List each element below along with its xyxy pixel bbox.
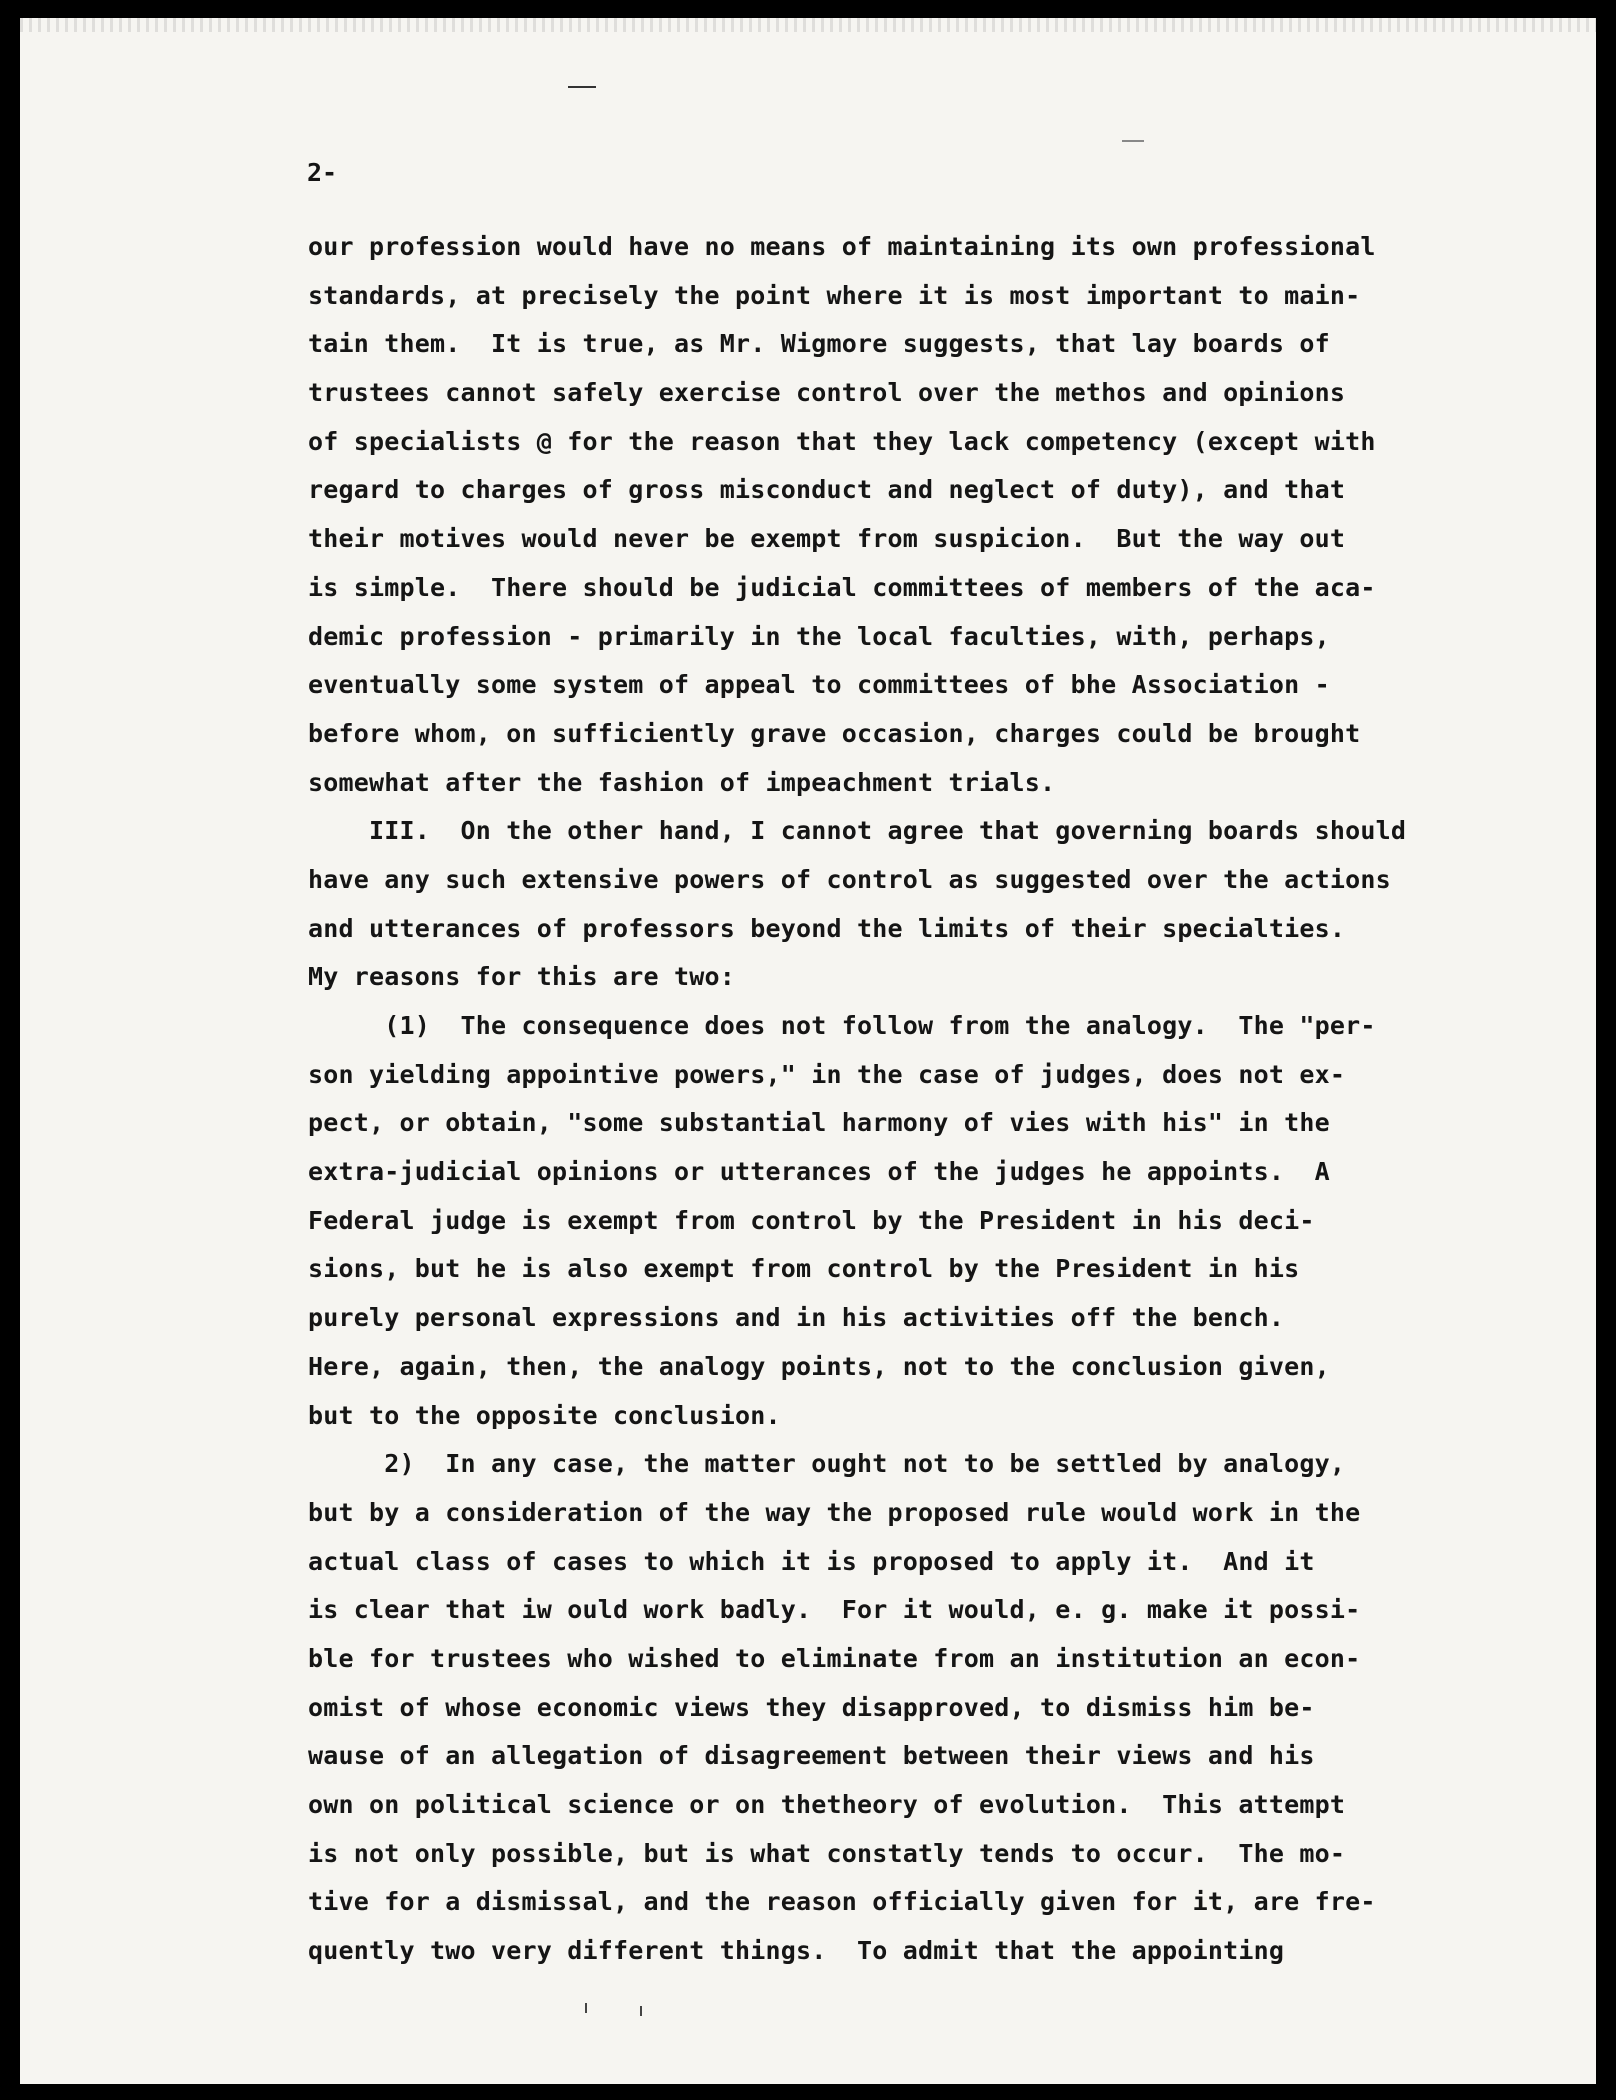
text-line: trustees cannot safely exercise control over the methos and opinions <box>308 378 1346 408</box>
text-line: My reasons for this are two: <box>308 962 736 992</box>
body-text <box>308 223 1406 1976</box>
scan-mark <box>585 2003 587 2013</box>
text-line: is not only possible, but is what constatly tends to occur. The mo- <box>308 1838 1346 1868</box>
text-line: standards, at precisely the point where it is most important to main- <box>308 280 1361 310</box>
text-line: is clear that iw ould work badly. For it would, e. g. make it possi- <box>308 1595 1361 1625</box>
scan-mark <box>640 2006 642 2016</box>
text-line: ble for trustees who wished to eliminate from an institution an econ- <box>308 1643 1361 1673</box>
text-line: regard to charges of gross misconduct and neglect of duty), and that <box>308 475 1346 505</box>
text-line: (1) The consequence does not follow from the analogy. The "per- <box>308 1011 1376 1040</box>
text-line: purely personal expressions and in his activities off the bench. <box>308 1303 1285 1333</box>
text-line: is simple. There should be judicial committees of members of the aca- <box>308 572 1376 602</box>
text-line: demic profession - primarily in the local faculties, with, perhaps, <box>308 621 1330 651</box>
document-page <box>20 18 1596 2084</box>
text-line: sions, but he is also exempt from control by the President in his <box>308 1254 1300 1284</box>
scan-noise <box>20 18 1596 32</box>
scan-mark <box>568 86 596 88</box>
text-line: of specialists @ for the reason that they lack competency (except with <box>308 426 1376 456</box>
text-line: and utterances of professors beyond the limits of their specialties. <box>308 913 1346 943</box>
text-line: eventually some system of appeal to committees of bhe Association - <box>308 670 1330 700</box>
text-line: quently two very different things. To admit that the appointing <box>308 1936 1285 1966</box>
text-line: III. On the other hand, I cannot agree that governing boards should <box>308 816 1407 846</box>
text-line: somewhat after the fashion of impeachment trials. <box>308 767 1056 797</box>
text-line: extra-judicial opinions or utterances of the judges he appoints. A <box>308 1157 1330 1187</box>
page-number: 2- <box>307 158 338 187</box>
text-line: before whom, on sufficiently grave occasion, charges could be brought <box>308 718 1361 748</box>
text-line: their motives would never be exempt from suspicion. But the way out <box>308 524 1346 554</box>
text-line: actual class of cases to which it is proposed to apply it. And it <box>308 1546 1315 1576</box>
text-line: tain them. It is true, as Mr. Wigmore suggests, that lay boards of <box>308 329 1330 359</box>
text-line: but by a consideration of the way the proposed rule would work in the <box>308 1497 1361 1527</box>
scan-mark <box>1122 140 1144 142</box>
text-line: Here, again, then, the analogy points, not to the conclusion given, <box>308 1351 1330 1381</box>
text-line: Federal judge is exempt from control by the President in his deci- <box>308 1205 1315 1235</box>
text-line: omist of whose economic views they disapproved, to dismiss him be- <box>308 1692 1315 1722</box>
text-line: our profession would have no means of maintaining its own professional <box>308 232 1376 261</box>
text-line: pect, or obtain, "some substantial harmony of vies with his" in the <box>308 1108 1330 1138</box>
text-line: 2) In any case, the matter ought not to be settled by analogy, <box>308 1449 1346 1479</box>
text-line: wause of an allegation of disagreement between their views and his <box>308 1741 1315 1771</box>
text-line: tive for a dismissal, and the reason officially given for it, are fre- <box>308 1887 1376 1917</box>
text-line: have any such extensive powers of control as suggested over the actions <box>308 864 1391 894</box>
text-line: son yielding appointive powers," in the case of judges, does not ex- <box>308 1059 1346 1089</box>
text-line: own on political science or on thetheory of evolution. This attempt <box>308 1790 1346 1819</box>
text-line: but to the opposite conclusion. <box>308 1400 781 1430</box>
